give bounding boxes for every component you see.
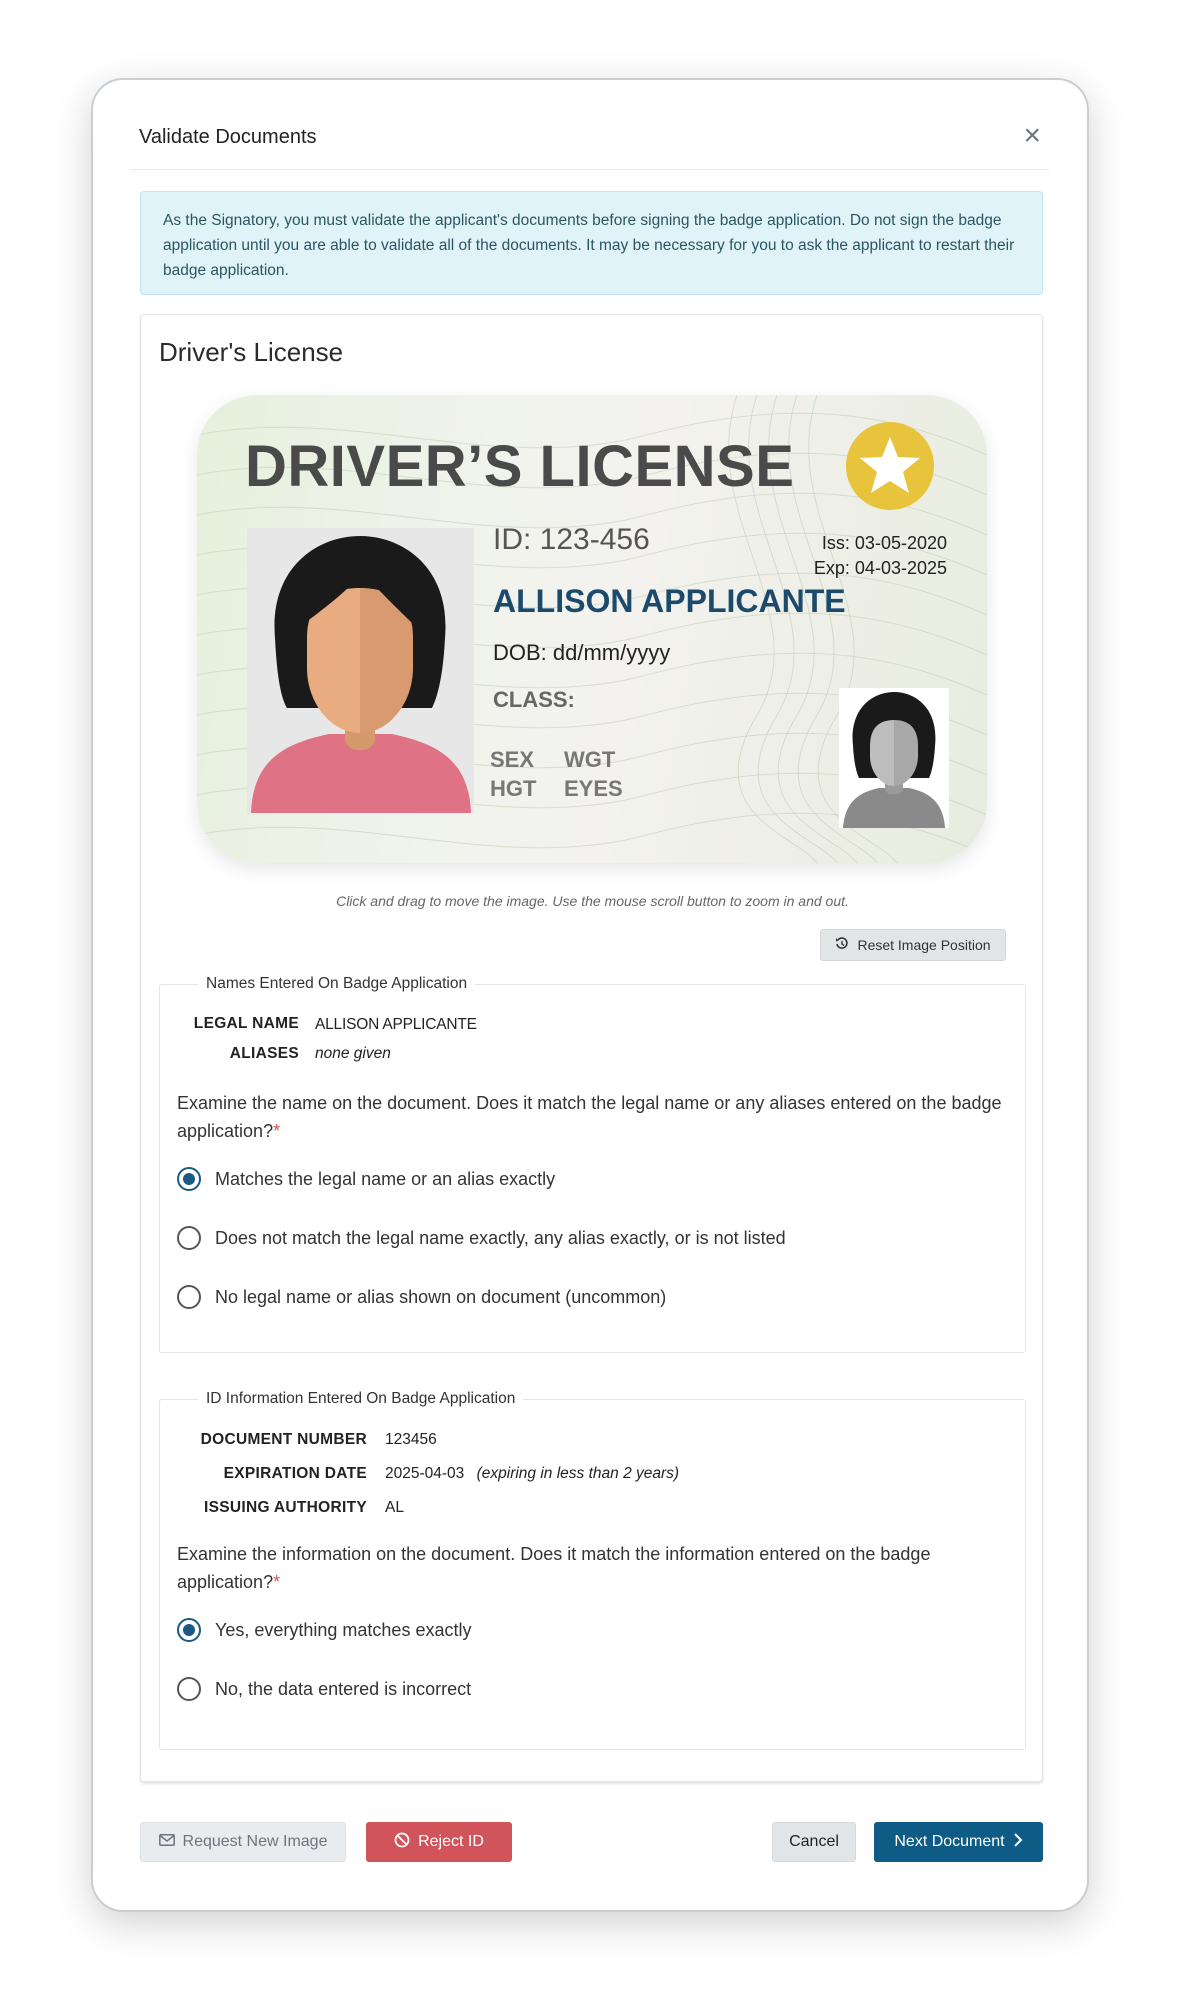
document-number-label: DOCUMENT NUMBER — [200, 1431, 367, 1448]
signatory-info-alert: As the Signatory, you must validate the applicant's documents before signing the badge application. Do not sign the badge application until you are able to validate all of the documents. It may be necessary for you to ask the applicant to restart their badge application. — [140, 191, 1043, 295]
cancel-button[interactable]: Cancel — [772, 1822, 856, 1862]
names-option-label: Does not match the legal name exactly, any alias exactly, or is not listed — [215, 1227, 786, 1248]
radio-button[interactable] — [177, 1167, 201, 1191]
request-new-image-button[interactable] — [140, 1822, 346, 1862]
names-option-no-match[interactable] — [177, 1226, 786, 1250]
modal-title: Validate Documents — [139, 126, 317, 148]
license-issued: Iss: 03-05-2020 — [821, 533, 947, 553]
license-dates — [814, 531, 947, 581]
names-question — [177, 1089, 1007, 1145]
expiration-note: (expiring in less than 2 years) — [476, 1465, 680, 1482]
legal-name-label: LEGAL NAME — [193, 1015, 299, 1032]
names-details — [159, 1015, 1026, 1075]
radio-button[interactable] — [177, 1226, 201, 1250]
reset-image-position-label: Reset Image Position — [857, 937, 991, 953]
next-document-button[interactable] — [874, 1822, 1043, 1862]
license-expires: Exp: 04-03-2025 — [813, 558, 947, 578]
reset-image-position-button[interactable] — [820, 929, 1006, 961]
id-question — [177, 1540, 1007, 1596]
star-badge-icon — [845, 421, 935, 511]
drag-hint-text: Click and drag to move the image. Use the mouse scroll button to zoom in and out. — [336, 893, 849, 909]
expiration-date-text: 2025-04-03 — [385, 1465, 465, 1482]
license-holder-name: ALLISON APPLICANTE — [493, 583, 846, 619]
license-dob: DOB: dd/mm/yyyy — [493, 640, 671, 665]
document-number-value: 123456 — [385, 1431, 437, 1448]
names-question-text: Examine the name on the document. Does it match the legal name or any aliases entered on the badge application? — [177, 1093, 1002, 1141]
license-wgt: WGT — [564, 747, 616, 772]
aliases-label: ALIASES — [229, 1045, 299, 1062]
id-option-label: Yes, everything matches exactly — [215, 1619, 472, 1640]
required-mark: * — [273, 1121, 281, 1141]
id-option-incorrect[interactable] — [177, 1677, 471, 1701]
reject-id-button[interactable] — [366, 1822, 512, 1862]
names-option-label: Matches the legal name or an alias exactly — [215, 1168, 556, 1189]
id-question-text: Examine the information on the document. Does it match the information entered on the badge application? — [177, 1544, 931, 1592]
close-icon[interactable]: × — [1023, 119, 1041, 152]
next-document-label: Next Document — [894, 1833, 1005, 1850]
issuing-authority-value: AL — [385, 1499, 404, 1516]
radio-button[interactable] — [177, 1618, 201, 1642]
names-group-legend: Names Entered On Badge Application — [206, 975, 468, 992]
legal-name-value: ALLISON APPLICANTE — [315, 1016, 477, 1033]
request-new-image-label: Request New Image — [182, 1833, 328, 1850]
license-class: CLASS: — [493, 687, 575, 712]
modal-header — [131, 118, 1049, 170]
expiration-date-value — [385, 1465, 679, 1483]
expiration-date-label: EXPIRATION DATE — [223, 1465, 367, 1482]
reject-id-label: Reject ID — [418, 1833, 484, 1850]
license-heading: DRIVER’S LICENSE — [245, 434, 795, 499]
radio-button[interactable] — [177, 1285, 201, 1309]
ban-icon — [394, 1832, 410, 1853]
envelope-icon — [159, 1833, 175, 1851]
license-image[interactable] — [197, 395, 987, 863]
chevron-right-icon — [1013, 1833, 1023, 1852]
history-icon — [835, 937, 849, 954]
required-mark: * — [273, 1572, 281, 1592]
license-eyes: EYES — [564, 776, 623, 801]
issuing-authority-label: ISSUING AUTHORITY — [204, 1499, 367, 1516]
id-option-label: No, the data entered is incorrect — [215, 1678, 472, 1699]
ghost-portrait-photo — [839, 688, 949, 828]
names-option-none-shown[interactable] — [177, 1285, 666, 1309]
license-id: ID: 123-456 — [493, 523, 650, 556]
id-info-group-legend: ID Information Entered On Badge Application — [206, 1390, 516, 1407]
names-option-label: No legal name or alias shown on document (uncommon) — [215, 1286, 667, 1307]
document-panel — [140, 314, 1043, 1782]
id-option-matches[interactable] — [177, 1618, 471, 1642]
validate-documents-modal — [91, 78, 1089, 1912]
license-sex: SEX — [490, 747, 535, 772]
radio-button[interactable] — [177, 1677, 201, 1701]
license-hgt: HGT — [490, 776, 537, 801]
aliases-value: none given — [315, 1045, 391, 1062]
portrait-photo — [247, 528, 474, 813]
person-avatar-icon — [247, 528, 474, 813]
id-details — [159, 1431, 1026, 1521]
person-silhouette-icon — [839, 688, 949, 828]
names-option-match[interactable] — [177, 1167, 555, 1191]
document-title: Driver's License — [159, 337, 344, 367]
